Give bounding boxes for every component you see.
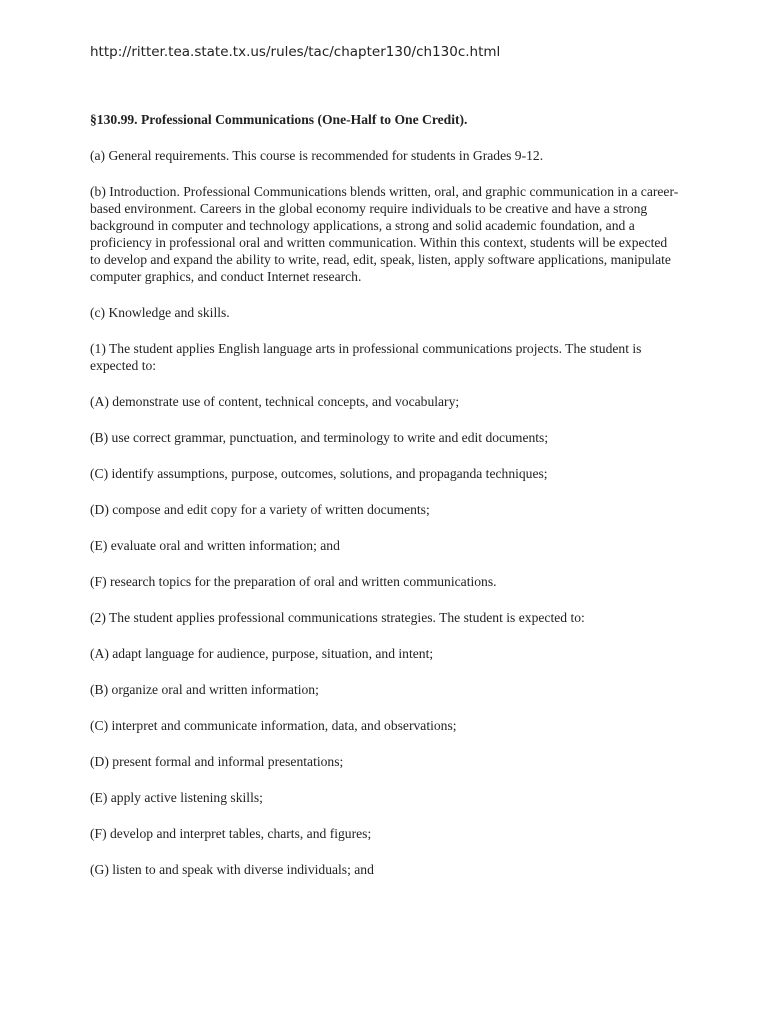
paragraph-introduction: (b) Introduction. Professional Communications blends written, oral, and graphic communication in a career-based environment. Careers in the global economy require individuals to be creative and have a strong background in computer and technology applications, a strong and solid academic foundation, and a proficiency in professional oral and written communication. Within this context, students will be expected to develop and expand the ability to write, read, edit, speak, listen, apply software applications, manipulate computer graphics, and conduct Internet research. (90, 184, 679, 284)
paragraph-item-2c: (C) interpret and communicate information, data, and observations; (90, 718, 457, 733)
section-heading: §130.99. Professional Communications (One-Half to One Credit). (90, 112, 468, 127)
paragraph-general-requirements: (a) General requirements. This course is recommended for students in Grades 9-12. (90, 148, 544, 163)
paragraph-item-1c: (C) identify assumptions, purpose, outcomes, solutions, and propaganda techniques; (90, 466, 548, 481)
paragraph-item-2: (2) The student applies professional communications strategies. The student is expected to: (90, 610, 585, 625)
paragraph-item-2e: (E) apply active listening skills; (90, 790, 263, 805)
paragraph-item-2f: (F) develop and interpret tables, charts, and figures; (90, 826, 372, 841)
paragraph-item-1: (1) The student applies English language arts in professional communications projects. The student is expected to: (90, 341, 642, 373)
paragraph-item-2a: (A) adapt language for audience, purpose, situation, and intent; (90, 646, 434, 661)
paragraph-item-2b: (B) organize oral and written information; (90, 682, 319, 697)
document-body (90, 111, 680, 897)
source-url: http://ritter.tea.state.tx.us/rules/tac/chapter130/ch130c.html (90, 44, 501, 60)
paragraph-item-2d: (D) present formal and informal presentations; (90, 754, 344, 769)
paragraph-knowledge-skills: (c) Knowledge and skills. (90, 305, 230, 320)
paragraph-item-1f: (F) research topics for the preparation of oral and written communications. (90, 574, 497, 589)
paragraph-item-1a: (A) demonstrate use of content, technical concepts, and vocabulary; (90, 394, 460, 409)
paragraph-item-1d: (D) compose and edit copy for a variety of written documents; (90, 502, 430, 517)
paragraph-item-2g: (G) listen to and speak with diverse individuals; and (90, 862, 374, 877)
paragraph-item-1e: (E) evaluate oral and written information; and (90, 538, 340, 553)
paragraph-item-1b: (B) use correct grammar, punctuation, and terminology to write and edit documents; (90, 430, 549, 445)
